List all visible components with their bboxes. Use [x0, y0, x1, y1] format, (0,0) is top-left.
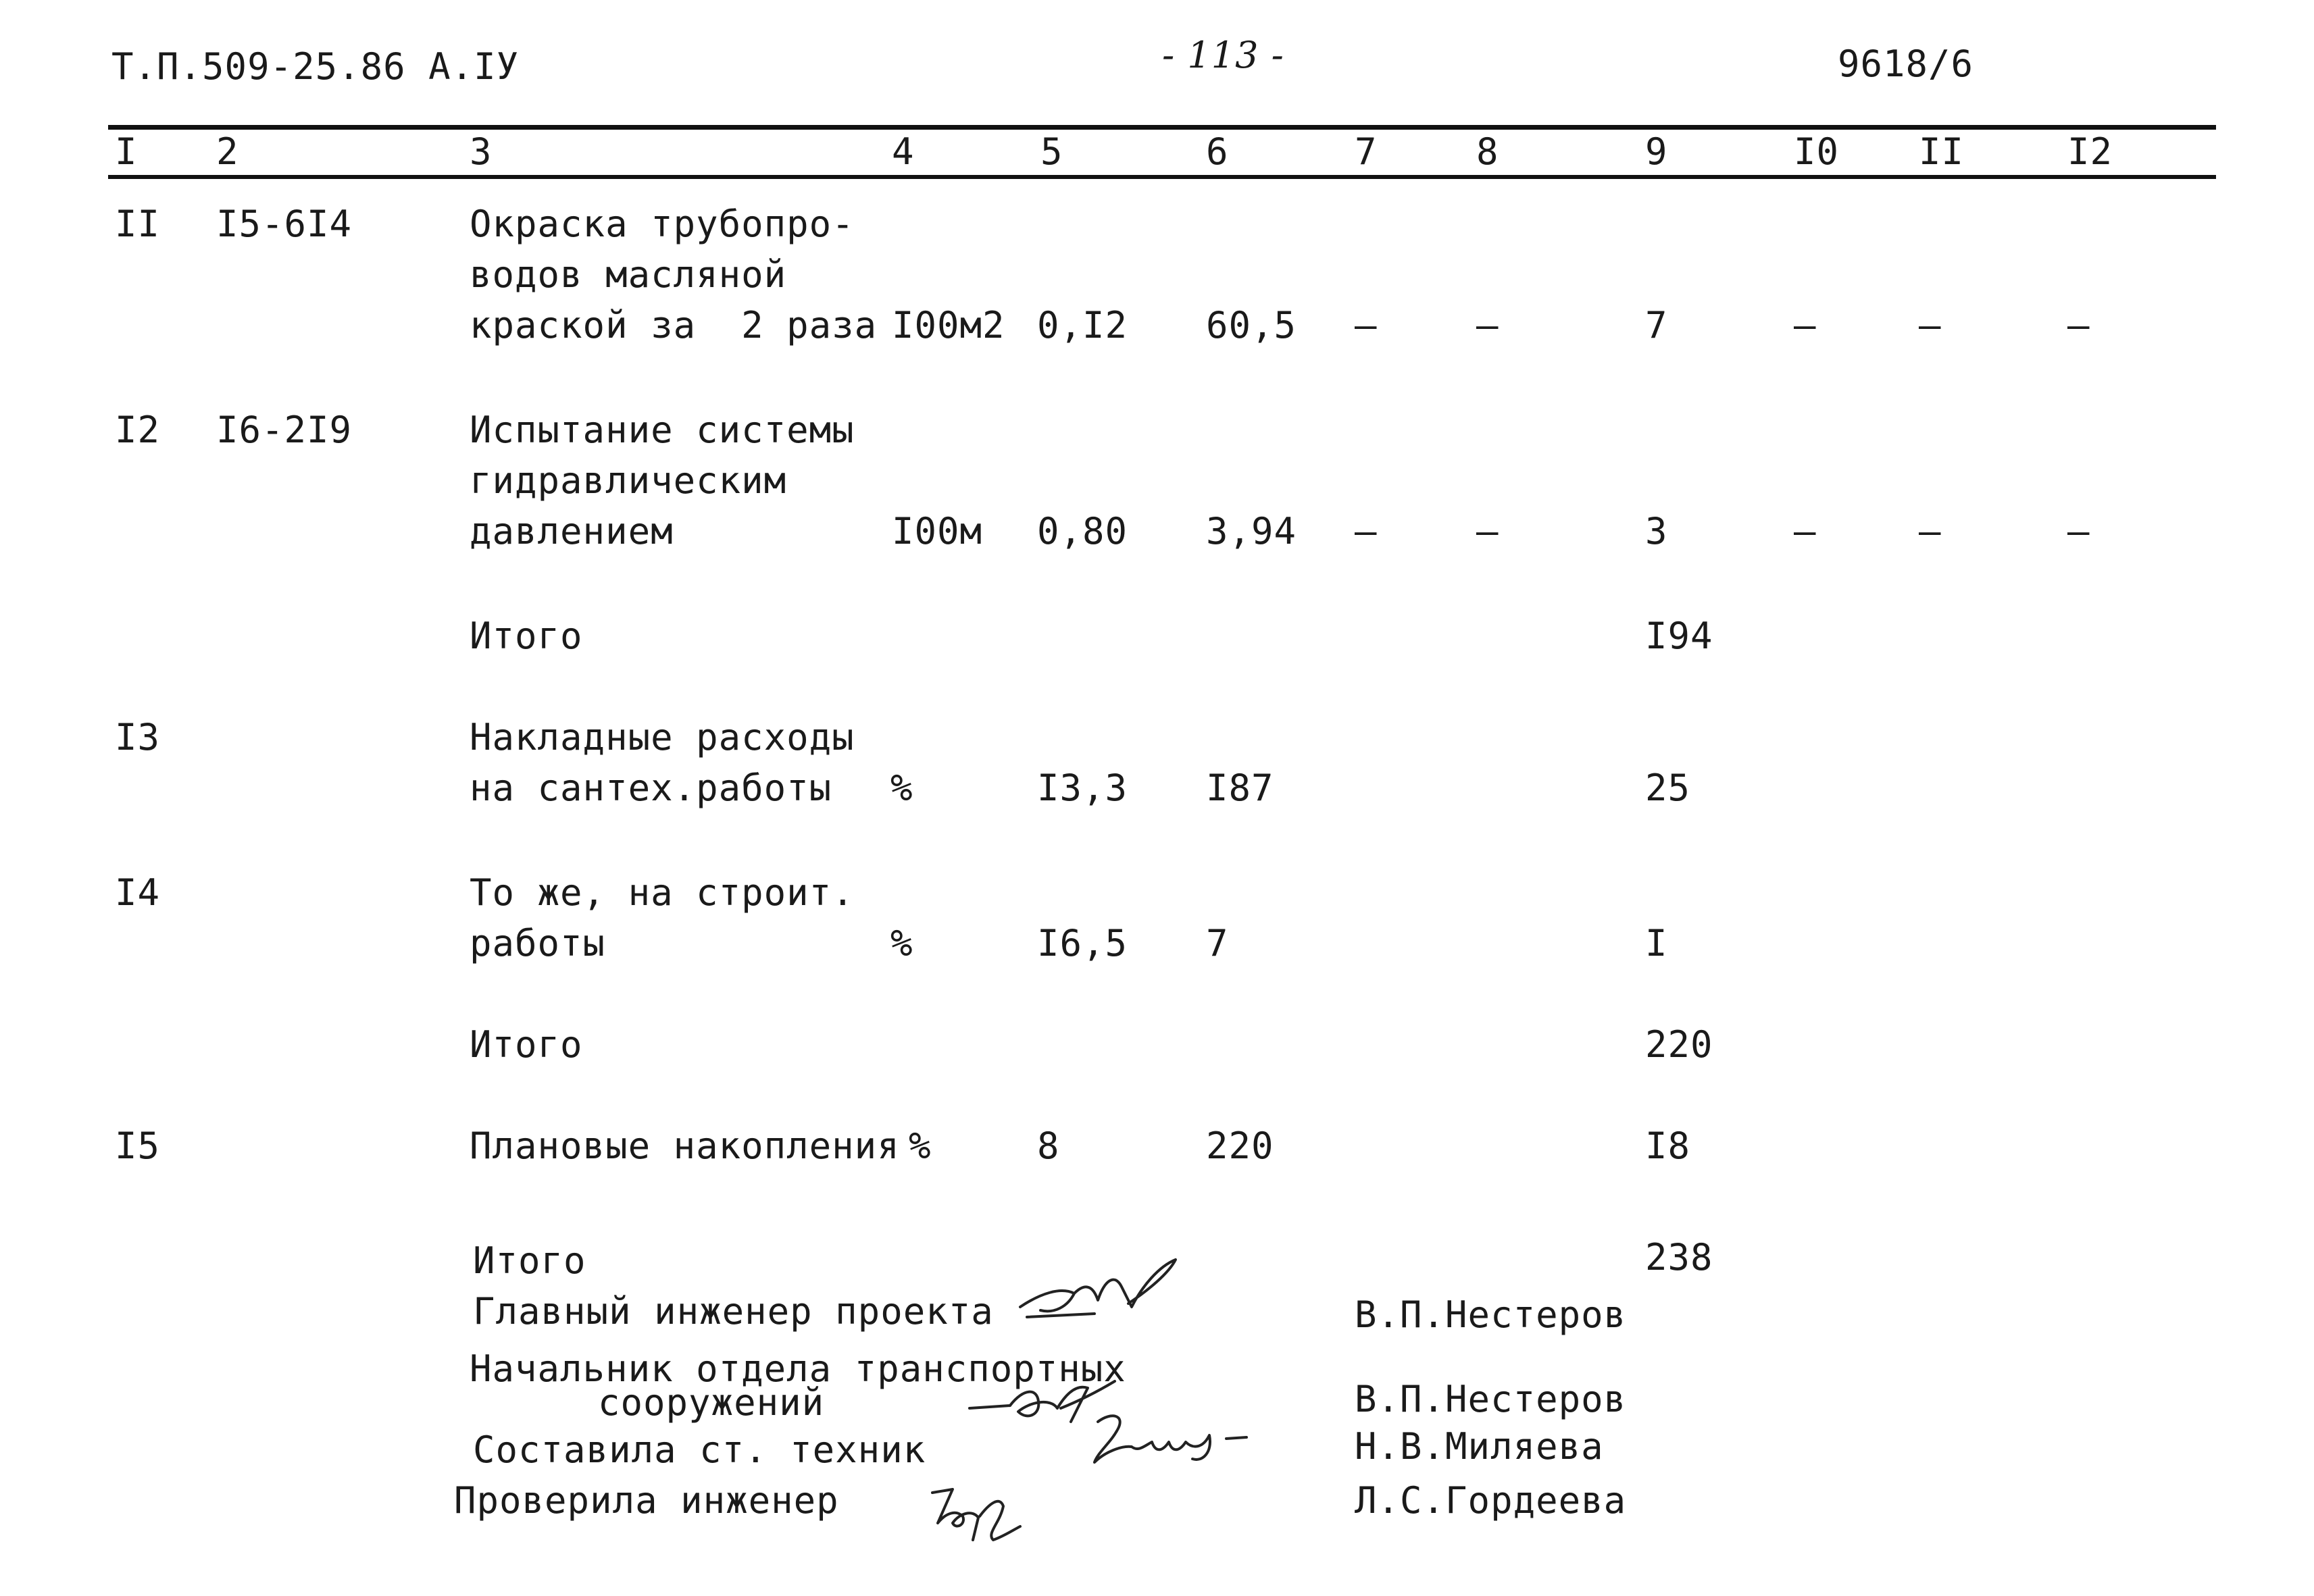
col-7-value: – [1355, 510, 1378, 552]
col-8-value: – [1476, 304, 1499, 346]
grand-total-label: Итого [473, 1239, 586, 1282]
description-line: давлением [470, 510, 674, 552]
col-header-8: 8 [1476, 130, 1499, 173]
description-line: на сантех.работы [470, 767, 832, 809]
row-number: I5 [115, 1125, 161, 1167]
description-line: краской за 2 раза [470, 304, 878, 346]
unit-price: I87 [1206, 767, 1274, 809]
row-number: I3 [115, 716, 161, 758]
signer-name: Н.В.Миляева [1355, 1425, 1604, 1468]
row-number: I4 [115, 871, 161, 914]
unit: I00м [892, 510, 983, 552]
col-11-value: – [1919, 510, 1942, 552]
handwritten-signature [1013, 1253, 1189, 1327]
unit-price: 7 [1206, 922, 1229, 964]
row-number: II [115, 203, 161, 245]
document-code: Т.П.509-25.86 А.IУ [111, 45, 520, 88]
total-value: 7 [1645, 304, 1668, 346]
unit: % [890, 767, 913, 809]
col-header-10: I0 [1794, 130, 1840, 173]
header-bottom-rule [108, 175, 2216, 179]
col-header-6: 6 [1206, 130, 1229, 173]
col-11-value: – [1919, 304, 1942, 346]
col-8-value: – [1476, 510, 1499, 552]
inventory-number: 9618/6 [1838, 43, 1974, 85]
unit-price: 60,5 [1206, 304, 1297, 346]
subtotal-value: I94 [1645, 615, 1713, 657]
total-value: 25 [1645, 767, 1691, 809]
unit: % [909, 1125, 932, 1167]
description-line: Накладные расходы [470, 716, 855, 758]
description-line: Испытание системы [470, 409, 855, 451]
col-header-12: I2 [2067, 130, 2113, 173]
unit-price: 3,94 [1206, 510, 1297, 552]
handwritten-signature [1084, 1405, 1260, 1472]
grand-total-value: 238 [1645, 1236, 1713, 1279]
description-line: гидравлическим [470, 459, 787, 502]
col-header-1: I [115, 130, 138, 173]
subtotal-value: 220 [1645, 1023, 1713, 1066]
subtotal-label: Итого [470, 615, 583, 657]
col-12-value: – [2067, 304, 2090, 346]
unit-price: 220 [1206, 1125, 1274, 1167]
col-header-2: 2 [216, 130, 239, 173]
col-7-value: – [1355, 304, 1378, 346]
page-number: - 113 - [1162, 34, 1284, 76]
signer-name: Л.С.Гордеева [1355, 1479, 1627, 1522]
unit: % [890, 922, 913, 964]
header-top-rule [108, 125, 2216, 130]
description-line: Плановые накопления [470, 1125, 900, 1167]
col-header-4: 4 [892, 130, 915, 173]
signer-role: Начальник отдела транспортных [470, 1347, 1126, 1390]
handwritten-signature [926, 1476, 1027, 1550]
unit: I00м2 [892, 304, 1005, 346]
col-header-3: 3 [470, 130, 493, 173]
subtotal-label: Итого [470, 1023, 583, 1066]
signer-name: В.П.Нестеров [1355, 1293, 1627, 1336]
description-line: Окраска трубопро- [470, 203, 855, 245]
signer-role: Главный инженер проекта [473, 1290, 994, 1333]
col-10-value: – [1794, 510, 1817, 552]
quantity: 0,80 [1037, 510, 1128, 552]
signer-role: сооружений [598, 1381, 825, 1424]
description-line: работы [470, 922, 606, 964]
col-header-7: 7 [1355, 130, 1378, 173]
quantity: 0,I2 [1037, 304, 1128, 346]
quantity: 8 [1037, 1125, 1060, 1167]
quantity: I6,5 [1037, 922, 1128, 964]
norm-code: I6-2I9 [216, 409, 353, 451]
total-value: 3 [1645, 510, 1668, 552]
row-number: I2 [115, 409, 161, 451]
signer-name: В.П.Нестеров [1355, 1378, 1627, 1420]
signer-role: Составила ст. техник [473, 1428, 926, 1471]
col-12-value: – [2067, 510, 2090, 552]
col-header-5: 5 [1040, 130, 1063, 173]
col-header-11: II [1919, 130, 1965, 173]
quantity: I3,3 [1037, 767, 1128, 809]
total-value: I8 [1645, 1125, 1691, 1167]
norm-code: I5-6I4 [216, 203, 353, 245]
total-value: I [1645, 922, 1668, 964]
description-line: водов масляной [470, 253, 787, 296]
description-line: То же, на строит. [470, 871, 855, 914]
col-10-value: – [1794, 304, 1817, 346]
signer-role: Проверила инженер [454, 1479, 839, 1522]
col-header-9: 9 [1645, 130, 1668, 173]
